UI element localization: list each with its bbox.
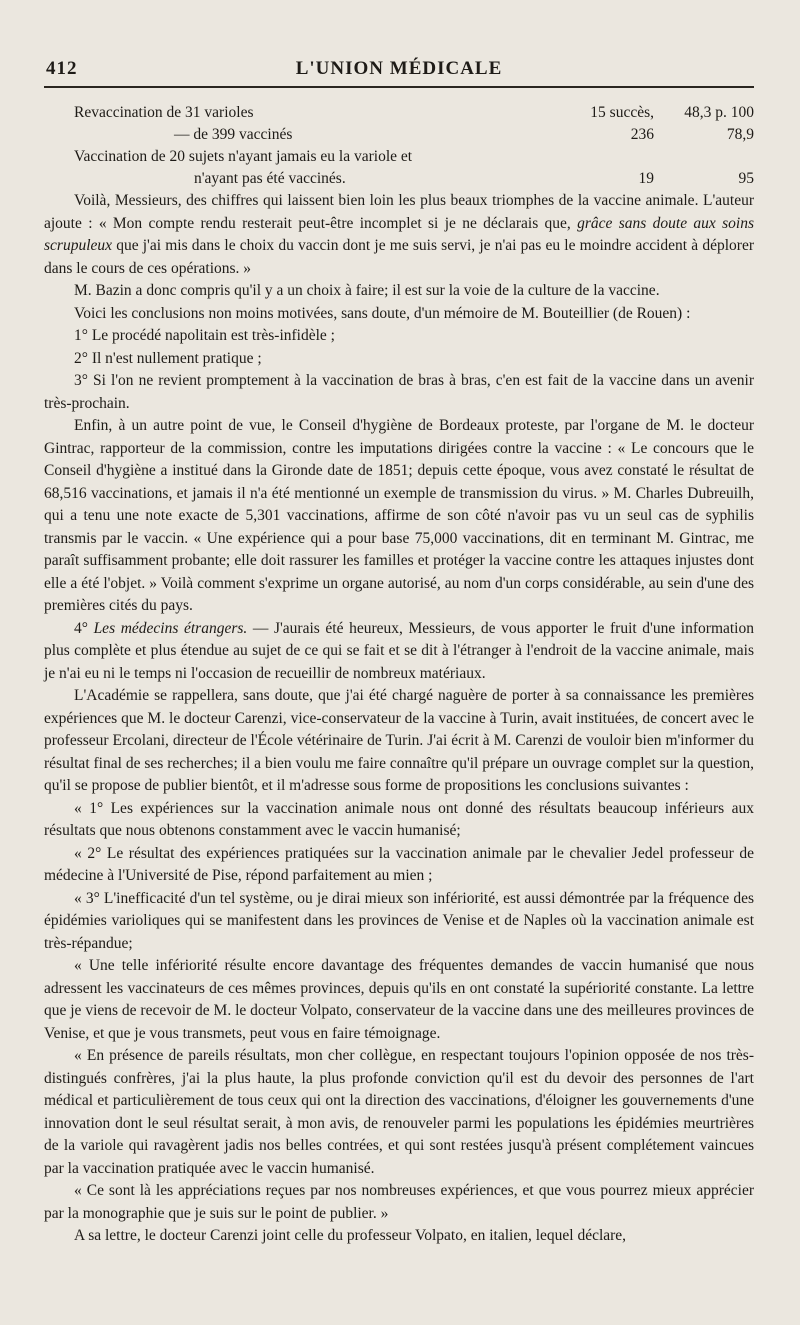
paragraph-text: Voilà, Messieurs, des chiffres qui laissent bien loin les plus beaux triomphes de la vaccine animale. L'auteur ajoute : « Mon compte rendu resterait peut-être incomplet si je ne déclarais que, — [44, 192, 754, 232]
paragraph-text: « 1° Les expériences sur la vaccination animale nous ont donné des résultats beaucoup inférieurs aux résultats que nous obtenons constamment avec le vaccin humanisé; — [44, 799, 754, 839]
paragraph — [44, 370, 754, 415]
paragraph — [44, 190, 754, 280]
stats-percent: 78,9 — [726, 126, 754, 143]
stats-row — [44, 102, 754, 124]
paragraph — [44, 1045, 754, 1180]
paragraph-text: « En présence de pareils résultats, mon cher collègue, en respectant toujours l'opinion opposée de nos très-distingués confrères, j'ai la plus haute, la plus profonde conviction qu'il est du devoir des personnes de l'art médical et particulièrement de tous ceux qui ont la direction des vaccinations, d'éloigner les gouvernements d'une innovation dont le seul résultat serait, à mon avis, de renouveler parmi les populations les épidémies meurtrières de la variole qui ravagèrent jadis nos belles contrées, et qui sont restées jusqu'à présent complétement vaincues par la vaccination pratiquée avec le vaccin humanisé. — [44, 1047, 754, 1177]
paragraph — [44, 1225, 754, 1248]
journal-title: L'UNION MÉDICALE — [295, 58, 503, 79]
stats-row — [44, 124, 754, 146]
paragraph-text-continued: que j'ai mis dans le choix du vaccin dont je me suis servi, je n'ai pas eu le moindre accident à déplorer dans le cours de ces opérations. » — [44, 237, 754, 277]
stats-count — [576, 146, 654, 168]
paragraph-text: « Une telle infériorité résulte encore davantage des fréquentes demandes de vaccin humanisé que nous adressent les vaccinateurs de ces mêmes provinces, depuis qu'ils en ont constaté la supériorité constante. La lettre que je viens de recevoir de M. le docteur Volpato, conservateur de la vaccine dans une des meilleures provinces de Venise, et que je vous transmets, peut vous en faire témoignage. — [44, 957, 755, 1042]
paragraph — [44, 843, 754, 888]
stats-percent: 48,3 p. 100 — [684, 104, 754, 121]
stats-count: 15 succès, — [590, 104, 654, 121]
paragraph — [44, 798, 754, 843]
paragraph — [44, 303, 754, 326]
stats-percent: 95 — [738, 170, 754, 187]
paragraph-text: « Ce sont là les appréciations reçues par nos nombreuses expériences, et que vous pourrez mieux apprécier par la monographie que je suis sur le point de publier. » — [44, 1182, 754, 1222]
paragraph-text: « 3° L'inefficacité d'un tel système, ou je dirai mieux son infériorité, est aussi démontrée par la fréquence des épidémies varioliques qui se manifestent dans les provinces de Venise et de Naples où la vaccination animale est très-répandue; — [44, 889, 754, 952]
article-body — [44, 190, 754, 1248]
stats-percent — [654, 146, 754, 168]
paragraph — [44, 415, 754, 618]
paragraph — [44, 280, 754, 303]
page-header — [44, 56, 754, 88]
paragraph-text: 2° Il n'est nullement pratique ; — [74, 349, 262, 367]
paragraph — [44, 618, 754, 686]
stats-label: — de 399 vaccinés — [174, 126, 293, 143]
paragraph-text: Voici les conclusions non moins motivées, sans doute, d'un mémoire de M. Bouteillier (de Rouen) : — [74, 304, 691, 322]
paragraph — [44, 955, 754, 1045]
paragraph-text: « 2° Le résultat des expériences pratiquées sur la vaccination animale par le chevalier Jedel professeur de médecine à l'Université de Pise, répond parfaitement au mien ; — [44, 844, 754, 884]
statistics-table — [44, 102, 754, 190]
paragraph-text: A sa lettre, le docteur Carenzi joint celle du professeur Volpato, en italien, lequel déclare, — [74, 1227, 627, 1244]
paragraph — [44, 888, 754, 956]
stats-count: 236 — [630, 126, 654, 143]
paragraph-text: Enfin, à un autre point de vue, le Conseil d'hygiène de Bordeaux proteste, par l'organe de M. le docteur Gintrac, rapporteur de la commission, contre les imputations dirigées contre la vaccine : « Le concours que le Conseil d'hygiène a institué dans la Gironde date de 1851; depuis cette époque, vous avez constaté le résultat de 68,516 vaccinations, et jamais il n'a été mentionné un exemple de transmission du virus. » M. Charles Dubreuilh, qui a tenu une note exacte de 5,301 vaccinations, affirme de son côté n'avoir pas vu un seul cas de syphilis transmis par le vaccin. « Une expérience qui a pour base 75,000 vaccinations, dit en terminant M. Gintrac, me paraît suffisamment probante; elle doit rassurer les familles et protéger la vaccine contre les attaques injustes dont elle a été l'objet. » Voilà comment s'exprime un organe autorisé, au nom d'un corps considérable, au sein d'une des premières cités du pays. — [44, 417, 754, 614]
stats-row — [44, 168, 754, 190]
paragraph — [44, 348, 754, 371]
page-number: 412 — [46, 58, 78, 79]
paragraph-emphasis: Les médecins étrangers. — [93, 619, 248, 637]
paragraph — [44, 1180, 754, 1225]
paragraph — [44, 685, 754, 798]
stats-label: Vaccination de 20 sujets n'ayant jamais eu la variole et — [74, 148, 413, 165]
paragraph-text: M. Bazin a donc compris qu'il y a un choix à faire; il est sur la voie de la culture de la vaccine. — [74, 282, 660, 299]
paragraph-text-continued: — J'aurais été heureux, Messieurs, de vous apporter le fruit d'une information plus complète et plus étendue au sujet de ce qui se fait et se dit à l'étranger à l'endroit de la vaccine animale, mais je n'ai eu ni le temps ni l'occasion de recueillir de nombreux matériaux. — [44, 619, 754, 682]
paragraph-text: 3° Si l'on ne revient promptement à la vaccination de bras à bras, c'en est fait de la vaccine dans un avenir très-prochain. — [44, 372, 754, 412]
stats-label: n'ayant pas été vaccinés. — [194, 170, 346, 187]
paragraph-text: L'Académie se rappellera, sans doute, que j'ai été chargé naguère de porter à sa connaissance les premières expériences que M. le docteur Carenzi, vice-conservateur de la vaccine à Turin, avait instituées, de concert avec le professeur Ercolani, directeur de l'École vétérinaire de Turin. J'ai écrit à M. Carenzi de vouloir bien m'informer du résultat final de ses recherches; il a bien voulu me faire connaître qu'il prépare un ouvrage complet sur la question, qu'il se propose de publier bientôt, et il m'adresse sous forme de propositions les conclusions suivantes : — [44, 687, 754, 794]
paragraph-text: 4° — [74, 619, 94, 637]
stats-count: 19 — [638, 170, 654, 187]
paragraph-emphasis: grâce sans doute aux soins scrupuleux — [44, 214, 754, 254]
stats-row — [44, 146, 754, 168]
paragraph-text: 1° Le procédé napolitain est très-infidèle ; — [74, 327, 335, 344]
paragraph — [44, 325, 754, 348]
stats-label: Revaccination de 31 varioles — [74, 104, 254, 121]
